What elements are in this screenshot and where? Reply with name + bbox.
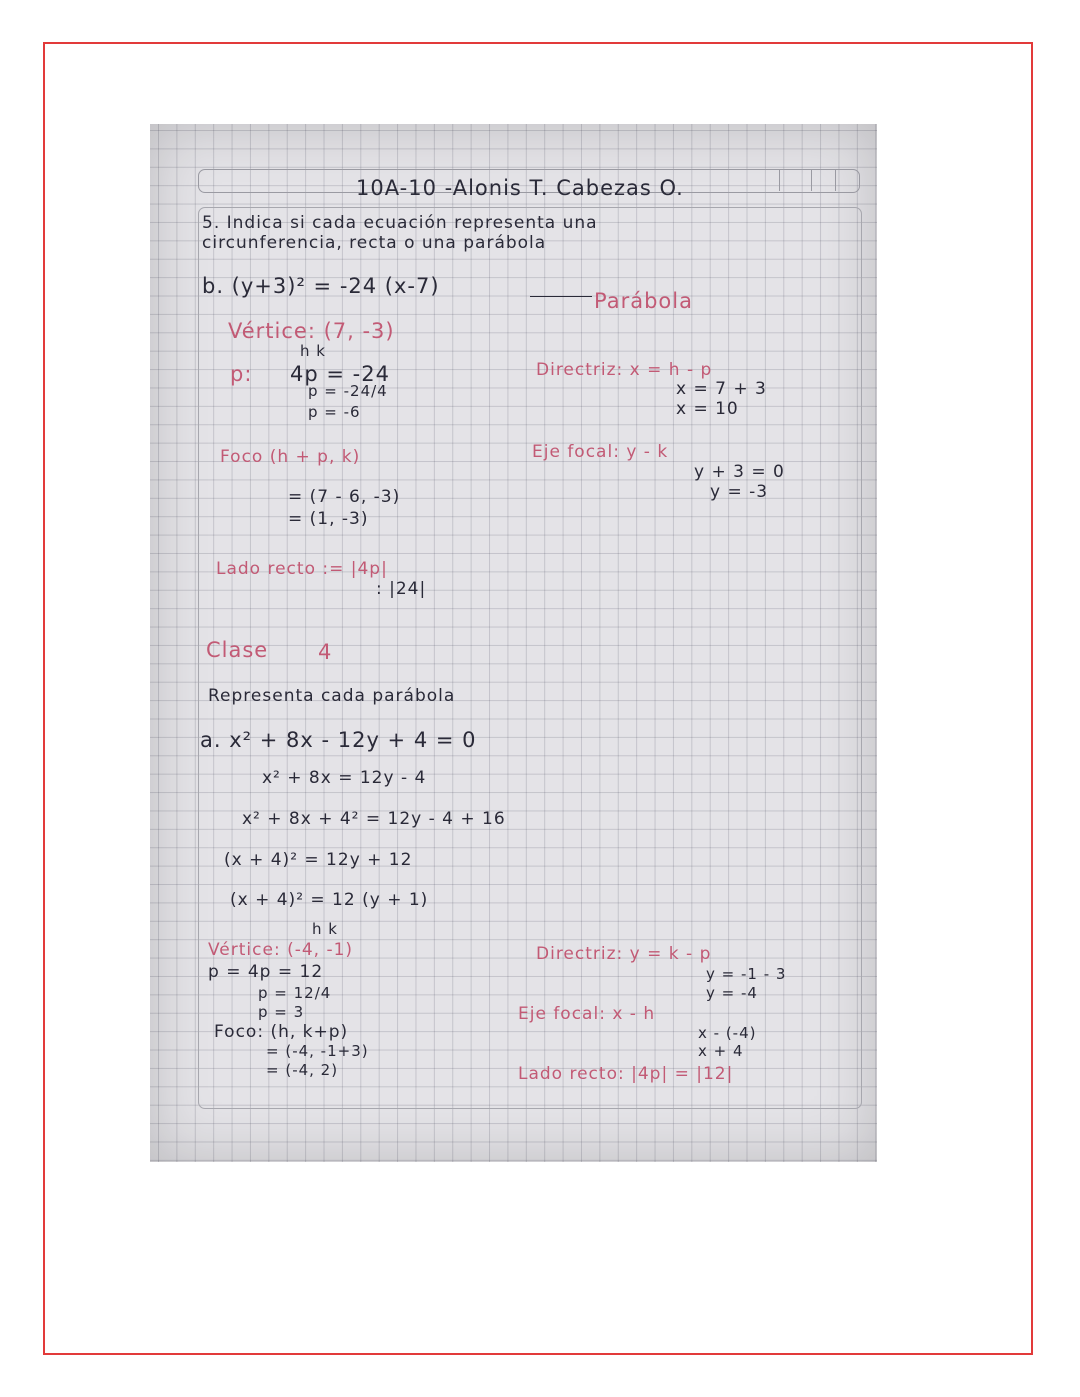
focal-axis-a-step-1: x - (-4) bbox=[698, 1024, 757, 1042]
vertex-a: Vértice: (-4, -1) bbox=[208, 940, 354, 960]
step-4: (x + 4)² = 12 (y + 1) bbox=[230, 890, 429, 910]
p-a-step-3: p = 3 bbox=[258, 1003, 305, 1021]
directrix-a-step-1: y = -1 - 3 bbox=[706, 965, 787, 983]
directrix-a-label: Directriz: y = k - p bbox=[536, 944, 712, 964]
focal-axis-step-1: y + 3 = 0 bbox=[694, 462, 785, 482]
class-number: 4 bbox=[318, 640, 333, 664]
class-heading: Clase bbox=[206, 638, 269, 662]
focal-axis-a-step-2: x + 4 bbox=[698, 1042, 744, 1060]
focus-label: Foco (h + p, k) bbox=[220, 447, 361, 467]
header-cell-divider bbox=[779, 169, 780, 191]
p-step-3: p = -6 bbox=[308, 403, 361, 421]
focus-step-1: = (7 - 6, -3) bbox=[288, 487, 401, 507]
header-cell-divider bbox=[835, 169, 836, 191]
equation-a: a. x² + 8x - 12y + 4 = 0 bbox=[200, 728, 477, 752]
step-3: (x + 4)² = 12y + 12 bbox=[224, 850, 413, 870]
focus-a-label: Foco: (h, k+p) bbox=[214, 1022, 349, 1042]
directrix-a-step-2: y = -4 bbox=[706, 984, 758, 1002]
p-step-1: 4p = -24 bbox=[290, 362, 390, 386]
focus-a-step-2: = (-4, 2) bbox=[266, 1061, 339, 1079]
focal-axis-step-2: y = -3 bbox=[710, 482, 769, 502]
directrix-step-2: x = 10 bbox=[676, 399, 739, 419]
header-cell-divider bbox=[811, 169, 812, 191]
equation-b: b. (y+3)² = -24 (x-7) bbox=[202, 274, 440, 298]
p-step-2: p = -24/4 bbox=[308, 382, 388, 400]
p-a-step-2: p = 12/4 bbox=[258, 984, 332, 1002]
vertex-hk-labels: h k bbox=[300, 342, 326, 360]
step-2: x² + 8x + 4² = 12y - 4 + 16 bbox=[242, 809, 506, 829]
step-1: x² + 8x = 12y - 4 bbox=[262, 768, 427, 788]
exercise-prompt-line2: circunferencia, recta o una parábola bbox=[202, 233, 547, 253]
directrix-step-1: x = 7 + 3 bbox=[676, 379, 767, 399]
vertex-label: Vértice: (7, -3) bbox=[228, 319, 395, 343]
page-title: 10A-10 -Alonis T. Cabezas O. bbox=[356, 176, 684, 200]
directrix-label: Directriz: x = h - p bbox=[536, 360, 713, 380]
latus-rectum-label: Lado recto := |4p| bbox=[216, 559, 388, 579]
focal-axis-label: Eje focal: y - k bbox=[532, 442, 669, 462]
result-parabola: Parábola bbox=[594, 289, 693, 313]
notebook-photo bbox=[150, 124, 877, 1162]
focal-axis-a-label: Eje focal: x - h bbox=[518, 1004, 656, 1024]
p-a-step-1: p = 4p = 12 bbox=[208, 962, 324, 982]
latus-rectum-value: : |24| bbox=[376, 579, 427, 599]
exercise-prompt-line1: 5. Indica si cada ecuación representa una bbox=[202, 213, 598, 233]
focus-a-step-1: = (-4, -1+3) bbox=[266, 1042, 369, 1060]
latus-rectum-a: Lado recto: |4p| = |12| bbox=[518, 1064, 734, 1084]
result-arrow bbox=[530, 296, 592, 297]
task-statement: Representa cada parábola bbox=[208, 686, 456, 706]
focus-step-2: = (1, -3) bbox=[288, 509, 369, 529]
hk-labels: h k bbox=[312, 920, 338, 938]
p-label: p: bbox=[230, 362, 253, 386]
